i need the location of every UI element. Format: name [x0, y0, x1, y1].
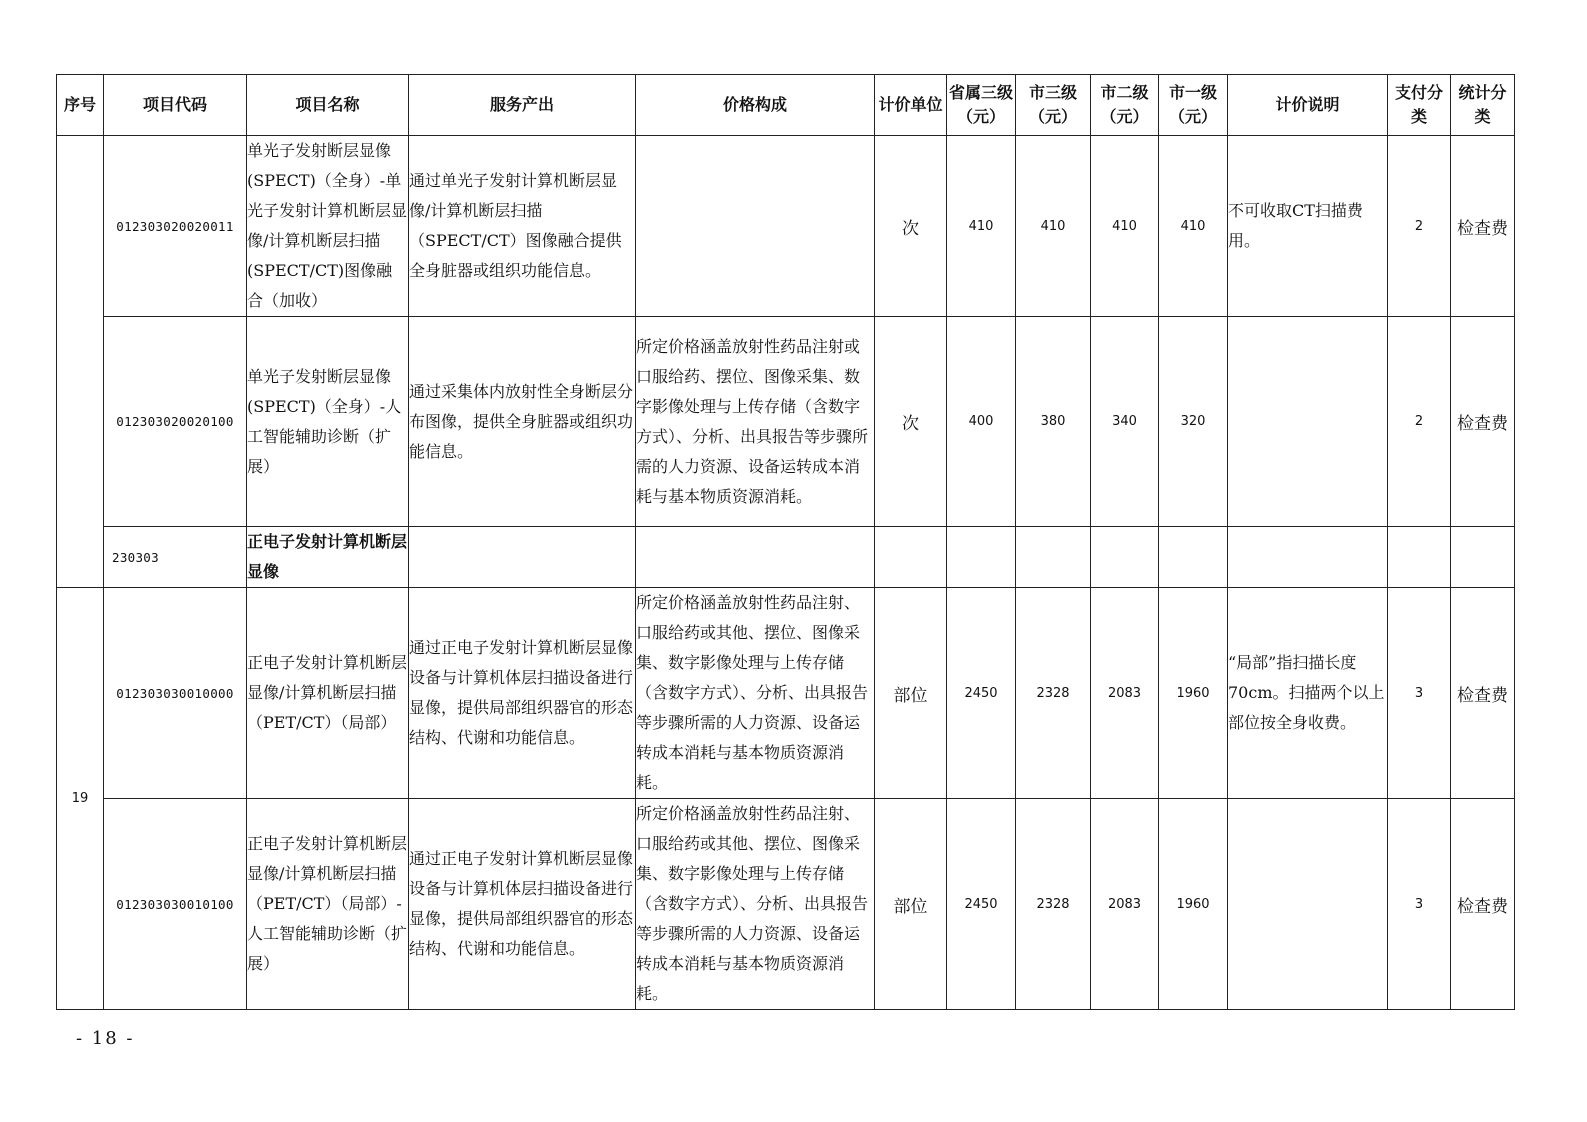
row-city2: 2083 — [1091, 799, 1159, 1010]
header-stat: 统计分类 — [1451, 75, 1515, 136]
row-city3: 380 — [1016, 317, 1091, 527]
row-city2 — [1091, 527, 1159, 588]
row-stat: 检查费 — [1451, 799, 1515, 1010]
row-city1: 1960 — [1159, 799, 1228, 1010]
header-note: 计价说明 — [1228, 75, 1388, 136]
row-city2: 340 — [1091, 317, 1159, 527]
row-note: 不可收取CT扫描费用。 — [1228, 136, 1388, 317]
header-output: 服务产出 — [409, 75, 636, 136]
header-provincial: 省属三级（元） — [947, 75, 1016, 136]
row-note: “局部”指扫描长度70cm。扫描两个以上部位按全身收费。 — [1228, 588, 1388, 799]
row-note — [1228, 799, 1388, 1010]
row-provincial — [947, 527, 1016, 588]
row-composition: 所定价格涵盖放射性药品注射或口服给药、摆位、图像采集、数字影像处理与上传存储（含数字方式）、分析、出具报告等步骤所需的人力资源、设备运转成本消耗与基本物质资源消耗。 — [636, 317, 875, 527]
header-city3: 市三级（元） — [1016, 75, 1091, 136]
row-city3: 2328 — [1016, 799, 1091, 1010]
row-unit: 次 — [875, 317, 947, 527]
row-composition: 所定价格涵盖放射性药品注射、口服给药或其他、摆位、图像采集、数字影像处理与上传存储（含数字方式）、分析、出具报告等步骤所需的人力资源、设备运转成本消耗与基本物质资源消耗。 — [636, 799, 875, 1010]
row-code: 012303030010000 — [104, 588, 247, 799]
row-payment: 3 — [1388, 588, 1451, 799]
table-row — [57, 136, 1515, 317]
row-provincial: 400 — [947, 317, 1016, 527]
row-seq: 19 — [57, 588, 104, 1010]
row-city3 — [1016, 527, 1091, 588]
row-output: 通过正电子发射计算机断层显像设备与计算机体层扫描设备进行显像，提供局部组织器官的形态结构、代谢和功能信息。 — [409, 588, 636, 799]
row-output — [409, 527, 636, 588]
header-city2: 市二级（元） — [1091, 75, 1159, 136]
row-name: 单光子发射断层显像(SPECT)（全身）-人工智能辅助诊断（扩展） — [247, 317, 409, 527]
row-payment — [1388, 527, 1451, 588]
row-city1 — [1159, 527, 1228, 588]
row-city1: 1960 — [1159, 588, 1228, 799]
row-name: 正电子发射计算机断层显像 — [247, 527, 409, 588]
header-unit: 计价单位 — [875, 75, 947, 136]
row-note — [1228, 527, 1388, 588]
header-name: 项目名称 — [247, 75, 409, 136]
row-city1: 320 — [1159, 317, 1228, 527]
table-row — [57, 317, 1515, 527]
row-provincial: 410 — [947, 136, 1016, 317]
row-payment: 2 — [1388, 136, 1451, 317]
header-city1: 市一级（元） — [1159, 75, 1228, 136]
table-row — [57, 799, 1515, 1010]
page-number: - 18 - — [76, 1028, 135, 1049]
row-output: 通过正电子发射计算机断层显像设备与计算机体层扫描设备进行显像，提供局部组织器官的形态结构、代谢和功能信息。 — [409, 799, 636, 1010]
row-code: 012303020020011 — [104, 136, 247, 317]
row-note — [1228, 317, 1388, 527]
row-payment: 3 — [1388, 799, 1451, 1010]
row-composition — [636, 527, 875, 588]
header-code: 项目代码 — [104, 75, 247, 136]
row-provincial: 2450 — [947, 588, 1016, 799]
row-provincial: 2450 — [947, 799, 1016, 1010]
row-code: 012303020020100 — [104, 317, 247, 527]
row-payment: 2 — [1388, 317, 1451, 527]
row-code: 012303030010100 — [104, 799, 247, 1010]
header-row — [57, 75, 1515, 136]
row-city2: 2083 — [1091, 588, 1159, 799]
row-city3: 2328 — [1016, 588, 1091, 799]
row-name: 单光子发射断层显像(SPECT)（全身）-单光子发射计算机断层显像/计算机断层扫描(SPECT/CT)图像融合（加收） — [247, 136, 409, 317]
header-seq: 序号 — [57, 75, 104, 136]
row-stat: 检查费 — [1451, 588, 1515, 799]
row-stat: 检查费 — [1451, 317, 1515, 527]
row-name: 正电子发射计算机断层显像/计算机断层扫描（PET/CT）（局部） — [247, 588, 409, 799]
header-payment: 支付分类 — [1388, 75, 1451, 136]
row-stat: 检查费 — [1451, 136, 1515, 317]
table-row — [57, 527, 1515, 588]
row-name: 正电子发射计算机断层显像/计算机断层扫描（PET/CT）（局部）-人工智能辅助诊断（扩展） — [247, 799, 409, 1010]
header-composition: 价格构成 — [636, 75, 875, 136]
row-code: 230303 — [104, 527, 247, 588]
row-unit: 部位 — [875, 799, 947, 1010]
row-output: 通过单光子发射计算机断层显像/计算机断层扫描（SPECT/CT）图像融合提供全身脏器或组织功能信息。 — [409, 136, 636, 317]
row-unit: 部位 — [875, 588, 947, 799]
row-composition: 所定价格涵盖放射性药品注射、口服给药或其他、摆位、图像采集、数字影像处理与上传存储（含数字方式）、分析、出具报告等步骤所需的人力资源、设备运转成本消耗与基本物质资源消耗。 — [636, 588, 875, 799]
price-table — [56, 74, 1515, 1010]
row-unit: 次 — [875, 136, 947, 317]
row-city1: 410 — [1159, 136, 1228, 317]
row-unit — [875, 527, 947, 588]
row-composition — [636, 136, 875, 317]
table-row — [57, 588, 1515, 799]
row-stat — [1451, 527, 1515, 588]
row-city3: 410 — [1016, 136, 1091, 317]
row-seq — [57, 136, 104, 588]
row-city2: 410 — [1091, 136, 1159, 317]
row-output: 通过采集体内放射性全身断层分布图像，提供全身脏器或组织功能信息。 — [409, 317, 636, 527]
